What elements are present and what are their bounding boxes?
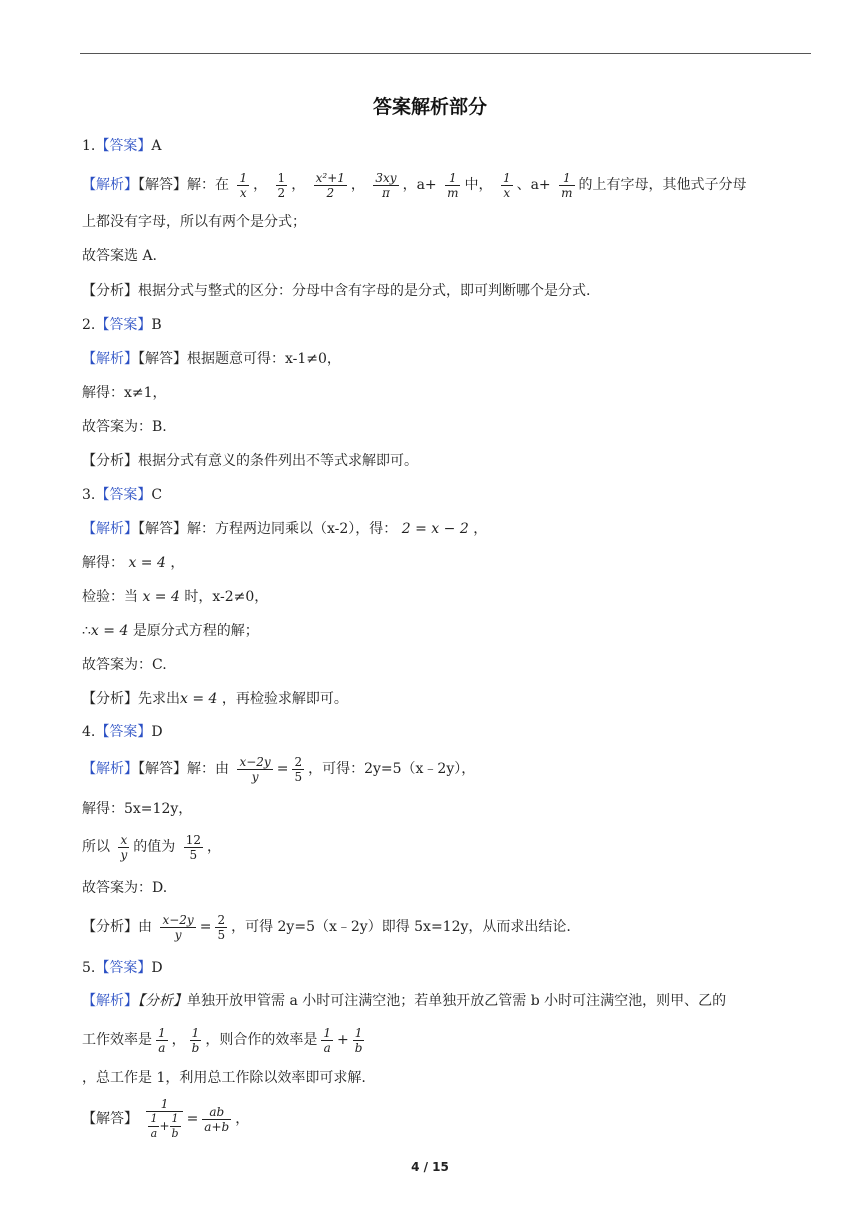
q1-analysis bbox=[82, 281, 590, 301]
fenxi-label: 【分析】 bbox=[82, 691, 138, 707]
fraction bbox=[202, 1105, 231, 1134]
numerator: x−2y bbox=[239, 754, 271, 769]
fraction bbox=[559, 171, 574, 200]
equation: x = 4 bbox=[128, 555, 166, 571]
answer-label: 【答案】 bbox=[95, 960, 152, 976]
sep: ， bbox=[253, 177, 268, 193]
text: 的值为 bbox=[133, 839, 176, 855]
fraction bbox=[237, 171, 249, 200]
sep: ， bbox=[291, 177, 306, 193]
q4-answer-line bbox=[82, 722, 163, 742]
denominator: m bbox=[447, 185, 459, 200]
text: = bbox=[276, 761, 289, 777]
equation: 2 = x − 2 bbox=[401, 521, 469, 537]
text: + bbox=[159, 1119, 170, 1133]
numerator: 3xy bbox=[375, 170, 397, 185]
fenxi-label: 【分析】 bbox=[138, 993, 187, 1009]
q3-line5: 故答案为：C. bbox=[82, 657, 167, 673]
analysis-text: 根据分式有意义的条件列出不等式求解即可。 bbox=[138, 453, 418, 469]
denominator: a bbox=[158, 1040, 166, 1055]
numerator: x bbox=[120, 832, 128, 847]
text: ， bbox=[206, 839, 221, 855]
numerator: 1 bbox=[150, 1112, 158, 1125]
fraction bbox=[215, 913, 227, 942]
q2-line2: 解得：x≠1， bbox=[82, 385, 167, 401]
q1-line2: 上都没有字母，所以有两个是分式； bbox=[82, 214, 306, 230]
text: ，则合作的效率是 bbox=[205, 1032, 318, 1048]
text: 单独开放甲管需 a 小时可注满空池；若单独开放乙管需 b 小时可注满空池，则甲、乙的 bbox=[187, 993, 727, 1009]
q1-number: 1. bbox=[82, 138, 96, 154]
q3-answer-line bbox=[82, 485, 162, 505]
text: 所以 bbox=[82, 839, 110, 855]
q3-line4 bbox=[82, 621, 259, 641]
q2-answer: B bbox=[151, 317, 162, 333]
q4-solution-line bbox=[82, 752, 475, 786]
analysis-text: 根据分式与整式的区分：分母中含有字母的是分式，即可判断哪个是分式. bbox=[138, 283, 591, 299]
fraction bbox=[353, 1026, 365, 1055]
numerator: 1 bbox=[190, 1026, 202, 1041]
page-number: 4 / 15 bbox=[411, 1160, 449, 1174]
numerator: 12 bbox=[185, 832, 201, 847]
denominator: a bbox=[323, 1040, 331, 1055]
answer-label: 【答案】 bbox=[95, 487, 152, 503]
numerator: 1 bbox=[323, 1025, 331, 1040]
text: 由 bbox=[138, 919, 152, 935]
q3-number: 3. bbox=[82, 487, 96, 503]
q2-solution-line bbox=[82, 349, 341, 369]
q2-analysis bbox=[82, 451, 418, 471]
text: ， bbox=[170, 555, 185, 571]
numerator: 2 bbox=[294, 754, 303, 769]
denominator: y bbox=[251, 769, 259, 784]
text: ， bbox=[235, 1111, 250, 1127]
fenxi-label: 【分析】 bbox=[82, 283, 138, 299]
fraction bbox=[501, 171, 513, 200]
denominator: x bbox=[239, 185, 247, 200]
denominator: a bbox=[150, 1127, 158, 1140]
numerator: 1 bbox=[502, 170, 511, 185]
q1-line3: 故答案选 A. bbox=[82, 248, 158, 264]
fraction bbox=[276, 171, 288, 200]
q3-answer: C bbox=[151, 487, 163, 503]
fraction bbox=[373, 171, 398, 200]
denominator bbox=[146, 1112, 182, 1141]
q5-line3: ，总工作是 1，利用总工作除以效率即可求解. bbox=[82, 1070, 366, 1086]
jiexi-label: 【解析】 bbox=[82, 351, 138, 367]
q5-answer: D bbox=[151, 960, 163, 976]
denominator: 2 bbox=[326, 185, 335, 200]
numerator: 1 bbox=[445, 171, 460, 186]
text: ，可得：2y=5（x﹣2y）， bbox=[308, 761, 476, 777]
fenxi-label: 【分析】 bbox=[82, 919, 138, 935]
text: 中， bbox=[464, 177, 493, 193]
denominator: a+b bbox=[204, 1119, 230, 1134]
text: ，可得 2y=5（x﹣2y）即得 5x=12y，从而求出结论. bbox=[231, 919, 571, 935]
numerator: 1 bbox=[146, 1097, 182, 1112]
fraction bbox=[118, 833, 129, 862]
denominator: 5 bbox=[294, 769, 303, 784]
answer-label: 【答案】 bbox=[95, 724, 152, 740]
answer-label: 【答案】 bbox=[95, 317, 152, 333]
text: 检验：当 bbox=[82, 589, 138, 605]
denominator: y bbox=[120, 847, 128, 862]
text: 是原分式方程的解； bbox=[132, 623, 259, 639]
text: 解：方程两边同乘以（x-2），得： bbox=[187, 521, 398, 537]
numerator: 1 bbox=[559, 171, 574, 186]
text: 根据题意可得：x-1≠0， bbox=[187, 351, 341, 367]
denominator: b bbox=[354, 1040, 363, 1055]
q1-answer-line bbox=[82, 136, 161, 156]
text: = bbox=[199, 919, 212, 935]
denominator: 5 bbox=[217, 927, 226, 942]
q4-number: 4. bbox=[82, 724, 96, 740]
text: ， bbox=[473, 521, 488, 537]
q3-analysis bbox=[82, 689, 348, 709]
fraction bbox=[146, 1097, 182, 1141]
answer-label: 【答案】 bbox=[95, 138, 152, 154]
fraction bbox=[237, 755, 272, 784]
denominator: x bbox=[503, 185, 511, 200]
denominator: 5 bbox=[189, 847, 198, 862]
fraction bbox=[292, 755, 304, 784]
jiexi-label: 【解析】 bbox=[82, 177, 138, 193]
fraction bbox=[321, 1026, 333, 1055]
q5-number: 5. bbox=[82, 960, 96, 976]
q3-line3 bbox=[82, 587, 268, 607]
equation: x = 4 bbox=[180, 691, 218, 707]
q4-line2: 解得：5x=12y， bbox=[82, 801, 193, 817]
fraction bbox=[148, 1112, 159, 1141]
q1-answer: A bbox=[151, 138, 162, 154]
q2-number: 2. bbox=[82, 317, 96, 333]
text: 的上有字母，其他式子分母 bbox=[578, 177, 747, 193]
text: + bbox=[336, 1032, 349, 1048]
fraction bbox=[170, 1112, 181, 1141]
fraction bbox=[156, 1026, 168, 1055]
denominator: π bbox=[382, 185, 390, 200]
text: ， bbox=[171, 1032, 186, 1048]
equation: x = 4 bbox=[142, 589, 180, 605]
text: a+ bbox=[416, 177, 437, 193]
jieda-label: 【解答】 bbox=[82, 1111, 138, 1127]
q3-line2 bbox=[82, 553, 184, 573]
text: 、a+ bbox=[516, 177, 551, 193]
text: ，再检验求解即可。 bbox=[221, 691, 348, 707]
jieda-label: 【解答】 bbox=[138, 521, 187, 537]
fraction bbox=[314, 171, 347, 200]
q2-answer-line bbox=[82, 315, 162, 335]
text: ∴ bbox=[82, 623, 91, 639]
q4-line4: 故答案为：D. bbox=[82, 880, 168, 896]
fenxi-label: 【分析】 bbox=[82, 453, 138, 469]
q3-solution-line bbox=[82, 519, 487, 539]
text: 时，x-2≠0， bbox=[184, 589, 269, 605]
fraction bbox=[160, 913, 195, 942]
q1-solution-line bbox=[82, 168, 747, 202]
text: 先求出 bbox=[138, 691, 180, 707]
jiexi-label: 【解析】 bbox=[82, 993, 138, 1009]
page-title: 答案解析部分 bbox=[372, 96, 487, 118]
fraction bbox=[184, 833, 203, 862]
q5-solution-line bbox=[82, 991, 726, 1011]
header-rule bbox=[80, 53, 811, 54]
denominator: y bbox=[174, 927, 182, 942]
numerator: ab bbox=[202, 1105, 231, 1120]
denominator: 2 bbox=[277, 185, 286, 200]
text: 解得： bbox=[82, 555, 124, 571]
q5-answer-line bbox=[82, 958, 163, 978]
sep: ， bbox=[402, 177, 417, 193]
text: 工作效率是 bbox=[82, 1032, 152, 1048]
q4-analysis bbox=[82, 910, 571, 944]
numerator: 1 bbox=[277, 170, 286, 185]
jieda-label: 【解答】 bbox=[138, 761, 187, 777]
q2-line3: 故答案为：B. bbox=[82, 419, 167, 435]
jieda-label: 【解答】 bbox=[138, 351, 187, 367]
q4-line3 bbox=[82, 830, 221, 864]
jiexi-label: 【解析】 bbox=[82, 521, 138, 537]
q5-line4 bbox=[82, 1096, 249, 1142]
q1-text: 解：在 bbox=[187, 177, 229, 193]
denominator: m bbox=[561, 185, 573, 200]
denominator: b bbox=[191, 1040, 200, 1055]
numerator: 1 bbox=[239, 170, 248, 185]
numerator: x−2y bbox=[162, 912, 194, 927]
numerator: 2 bbox=[217, 912, 226, 927]
jieda-label: 【解答】 bbox=[138, 177, 187, 193]
numerator: 1 bbox=[170, 1112, 181, 1127]
q4-answer: D bbox=[151, 724, 163, 740]
text: 解：由 bbox=[187, 761, 229, 777]
fraction bbox=[445, 171, 460, 200]
equation: x = 4 bbox=[90, 623, 129, 639]
jiexi-label: 【解析】 bbox=[82, 761, 138, 777]
numerator: x²+1 bbox=[315, 170, 345, 185]
denominator: b bbox=[171, 1127, 179, 1140]
numerator: 1 bbox=[353, 1026, 365, 1041]
sep: ， bbox=[350, 177, 365, 193]
fraction bbox=[190, 1026, 202, 1055]
numerator: 1 bbox=[158, 1025, 166, 1040]
q5-line2 bbox=[82, 1022, 368, 1058]
text: = bbox=[186, 1111, 199, 1127]
